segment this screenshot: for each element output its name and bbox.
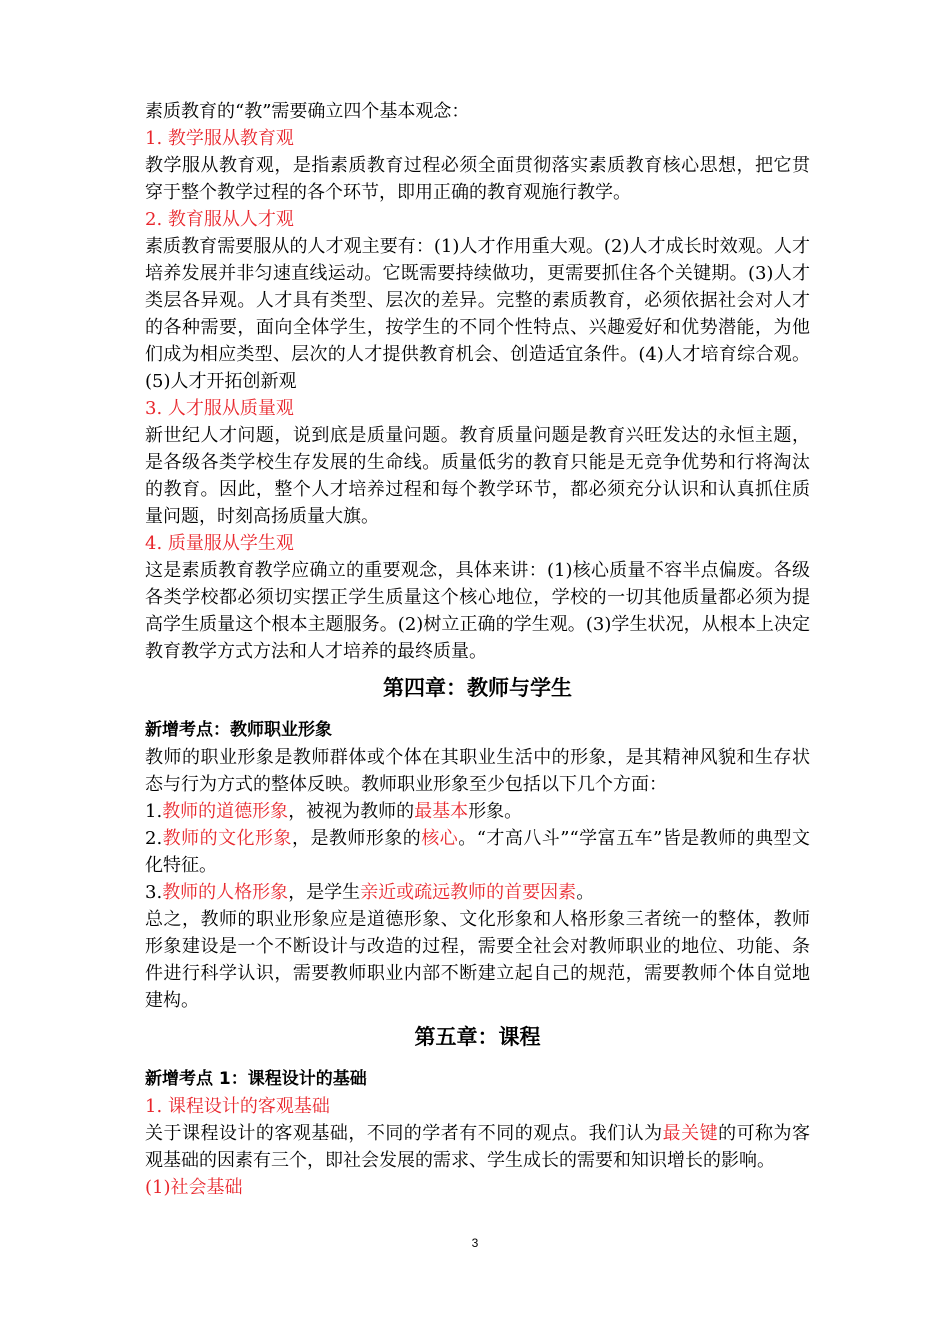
- chapter-5-title: 第五章：课程: [414, 1025, 541, 1049]
- section-1-title: 1. 教学服从教育观: [145, 128, 294, 149]
- section-3-body: 新世纪人才问题，说到底是质量问题。教育质量问题是教育兴旺发达的永恒主题，是各级各类学校生存发展的生命线。质量低劣的教育只能是无竞争优势和行将淘汰的教育。因此，整个人才培养过程和每个教学环节，都必须充分认识和认真抓住质量问题，时刻高扬质量大旗。: [145, 425, 810, 527]
- chapter-4-intro: 教师的职业形象是教师群体或个体在其职业生活中的形象，是其精神风貌和生存状态与行为方式的整体反映。教师职业形象至少包括以下几个方面：: [145, 747, 810, 795]
- document-page: [145, 98, 810, 1201]
- ch5-body-red: 最关键: [662, 1123, 719, 1144]
- item-2-num: 2.: [145, 828, 163, 849]
- chapter-5-body: [145, 1120, 810, 1174]
- image-item-3: [145, 879, 810, 906]
- section-4-title: 4. 质量服从学生观: [145, 533, 294, 554]
- item-1-red1: 教师的道德形象: [162, 801, 289, 822]
- item-2-end: 。“才高八斗”“学富五车”皆是教师的典型文化特征。: [145, 828, 811, 876]
- section-2-body: 素质教育需要服从的人才观主要有：(1)人才作用重大观。(2)人才成长时效观。人才培养发展并非匀速直线运动。它既需要持续做功，更需要抓住各个关键期。(3)人才类层各异观。人才具有类型、层次的差异。完整的素质教育，必须依据社会对人才的各种需要，面向全体学生，按学生的不同个性特点、兴趣爱好和优势潜能，为他们成为相应类型、层次的人才提供教育机会、创造适宜条件。(4)人才培育综合观。(5)人才开拓创新观: [145, 236, 810, 392]
- item-1-end: 形象。: [468, 801, 523, 822]
- item-2-red1: 教师的文化形象: [162, 828, 292, 849]
- item-3-end: 。: [576, 882, 595, 903]
- item-1-mid: ，被视为教师的: [288, 801, 415, 822]
- page-number: 3: [471, 1236, 479, 1250]
- item-3-red2: 亲近或疏远教师的首要因素: [360, 882, 577, 903]
- chapter-4-point: 新增考点：教师职业形象: [145, 720, 332, 740]
- section-1-body: 教学服从教育观，是指素质教育过程必须全面贯彻落实素质教育核心思想，把它贯穿于整个教学过程的各个环节，即用正确的教育观施行教学。: [145, 155, 810, 203]
- item-3-num: 3.: [145, 882, 163, 903]
- ch5-body-a: 关于课程设计的客观基础，不同的学者有不同的观点。我们认为: [145, 1123, 663, 1144]
- item-1-red2: 最基本: [414, 801, 469, 822]
- section-3-title: 3. 人才服从质量观: [145, 398, 294, 419]
- item-2-red2: 核心: [421, 828, 459, 849]
- item-3-red1: 教师的人格形象: [162, 882, 289, 903]
- chapter-5-point: 新增考点 1：课程设计的基础: [145, 1069, 367, 1089]
- section-4-body: 这是素质教育教学应确立的重要观念，具体来讲：(1)核心质量不容半点偏废。各级各类学校都必须切实摆正学生质量这个核心地位，学校的一切其他质量都必须为提高学生质量这个根本主题服务。(2)树立正确的学生观。(3)学生状况，从根本上决定教育教学方式方法和人才培养的最终质量。: [145, 560, 810, 662]
- chapter-5-sub2: (1)社会基础: [145, 1177, 243, 1198]
- ch5-body-b: 的可称为客观基础的因素有三个，即社会发展的需求、学生成长的需要和知识增长的影响。: [145, 1123, 811, 1171]
- chapter-5-sub1: 1. 课程设计的客观基础: [145, 1096, 330, 1117]
- chapter-4-summary: 总之，教师的职业形象应是道德形象、文化形象和人格形象三者统一的整体，教师形象建设是一个不断设计与改造的过程，需要全社会对教师职业的地位、功能、条件进行科学认识，需要教师职业内部不断建立起自己的规范，需要教师个体自觉地建构。: [145, 909, 810, 1011]
- item-3-mid: ，是学生: [288, 882, 361, 903]
- chapter-4-title: 第四章：教师与学生: [383, 676, 572, 700]
- image-item-2: [145, 825, 810, 879]
- intro-line: 素质教育的“教”需要确立四个基本观念：: [145, 101, 470, 122]
- section-2-title: 2. 教育服从人才观: [145, 209, 294, 230]
- item-2-mid: ，是教师形象的: [291, 828, 422, 849]
- image-item-1: [145, 798, 810, 825]
- item-1-num: 1.: [145, 801, 163, 822]
